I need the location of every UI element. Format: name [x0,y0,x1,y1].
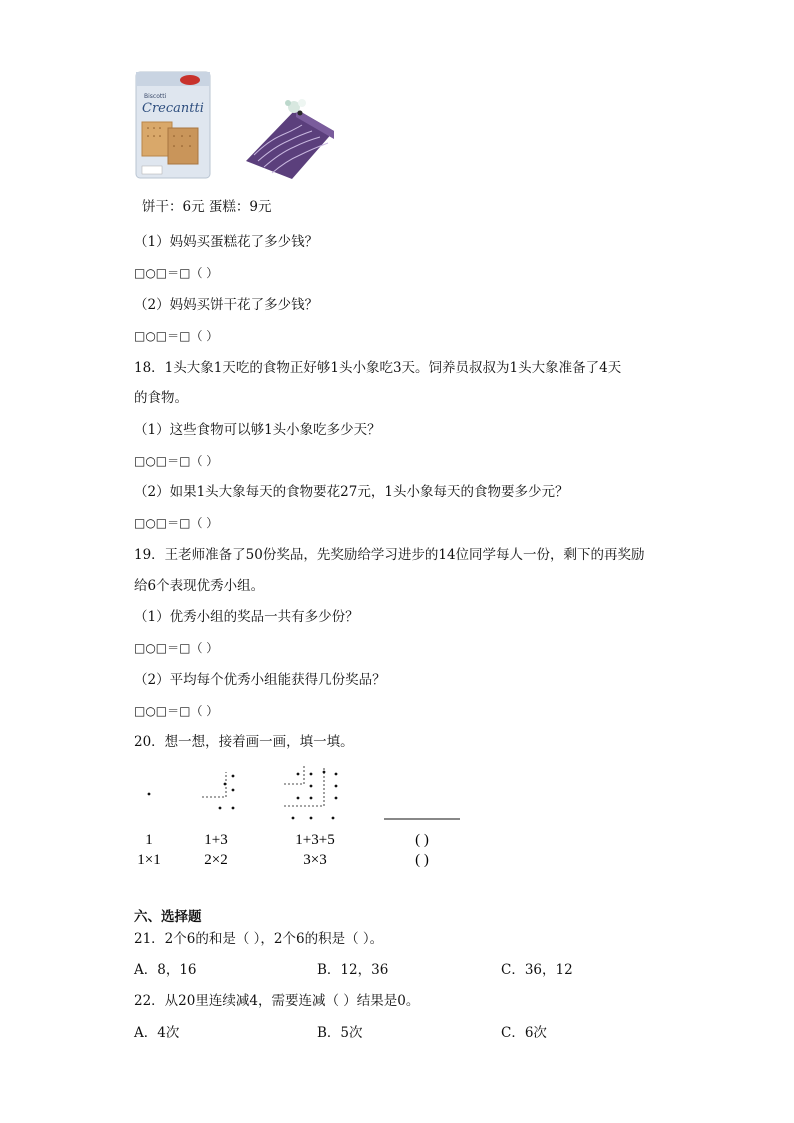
price-line: 饼干：6元 蛋糕：9元 [142,199,272,215]
q22-option-a[interactable]: A．4次 [134,1025,180,1041]
q18-sub2: （2）如果1头大象每天的食物要花27元，1头小象每天的食物要多少元？ [134,484,569,500]
q18-sub1: （1）这些食物可以够1头小象吃多少天？ [134,422,381,438]
q19-answer1[interactable]: □○□＝□（ ） [134,641,219,655]
q18-stem-line1: 18．1头大象1天吃的食物正好够1头小象吃3天。饲养员叔叔为1头大象准备了4天 [134,360,622,376]
q18-answer2[interactable]: □○□＝□（ ） [134,516,219,530]
pattern4-product-blank[interactable]: ( ) [415,852,429,868]
pattern3-sum: 1+3+5 [295,832,335,848]
q17-answer1[interactable]: □○□＝□（ ） [134,266,219,280]
biscuit-sub-label: Biscotti [144,93,167,100]
q22-stem: 22．从20里连续减4，需要连减（ ）结果是0。 [134,993,420,1009]
q17-answer2[interactable]: □○□＝□（ ） [134,329,219,343]
dot-pattern-figure [128,762,478,872]
q22-option-b[interactable]: B．5次 [317,1025,363,1041]
q17-sub2: （2）妈妈买饼干花了多少钱？ [134,297,319,313]
pattern2-sum: 1+3 [204,832,228,848]
q21-option-b[interactable]: B．12，36 [317,962,389,978]
pattern4-sum-blank[interactable]: ( ) [415,832,429,848]
q18-stem-line2: 的食物。 [134,390,188,406]
biscuit-brand-label: Crecantti [142,101,204,116]
section-six-title: 六、选择题 [134,909,202,925]
pattern1-sum: 1 [145,832,153,848]
cake-slice-image [240,95,336,181]
biscuit-package-image [134,70,212,180]
q21-option-a[interactable]: A．8，16 [134,962,197,978]
pattern1-product: 1×1 [137,852,161,868]
q18-answer1[interactable]: □○□＝□（ ） [134,454,219,468]
q21-stem: 21．2个6的和是（ ），2个6的积是（ ）。 [134,931,384,947]
pattern3-dots [292,771,338,820]
q19-sub2: （2）平均每个优秀小组能获得几份奖品？ [134,672,386,688]
pattern1-dot [148,793,151,796]
q19-stem-line2: 给6个表现优秀小组。 [134,578,265,594]
q20-stem: 20．想一想，接着画一画，填一填。 [134,734,354,750]
q22-option-c[interactable]: C．6次 [501,1025,547,1041]
q19-answer2[interactable]: □○□＝□（ ） [134,704,219,718]
pattern2-dots [219,775,235,810]
pattern2-product: 2×2 [204,852,228,868]
q19-stem-line1: 19．王老师准备了50份奖品，先奖励给学习进步的14位同学每人一份，剩下的再奖励 [134,547,645,563]
q19-sub1: （1）优秀小组的奖品一共有多少份？ [134,609,359,625]
q21-option-c[interactable]: C．36，12 [501,962,573,978]
pattern3-product: 3×3 [303,852,327,868]
q17-sub1: （1）妈妈买蛋糕花了多少钱？ [134,234,319,250]
